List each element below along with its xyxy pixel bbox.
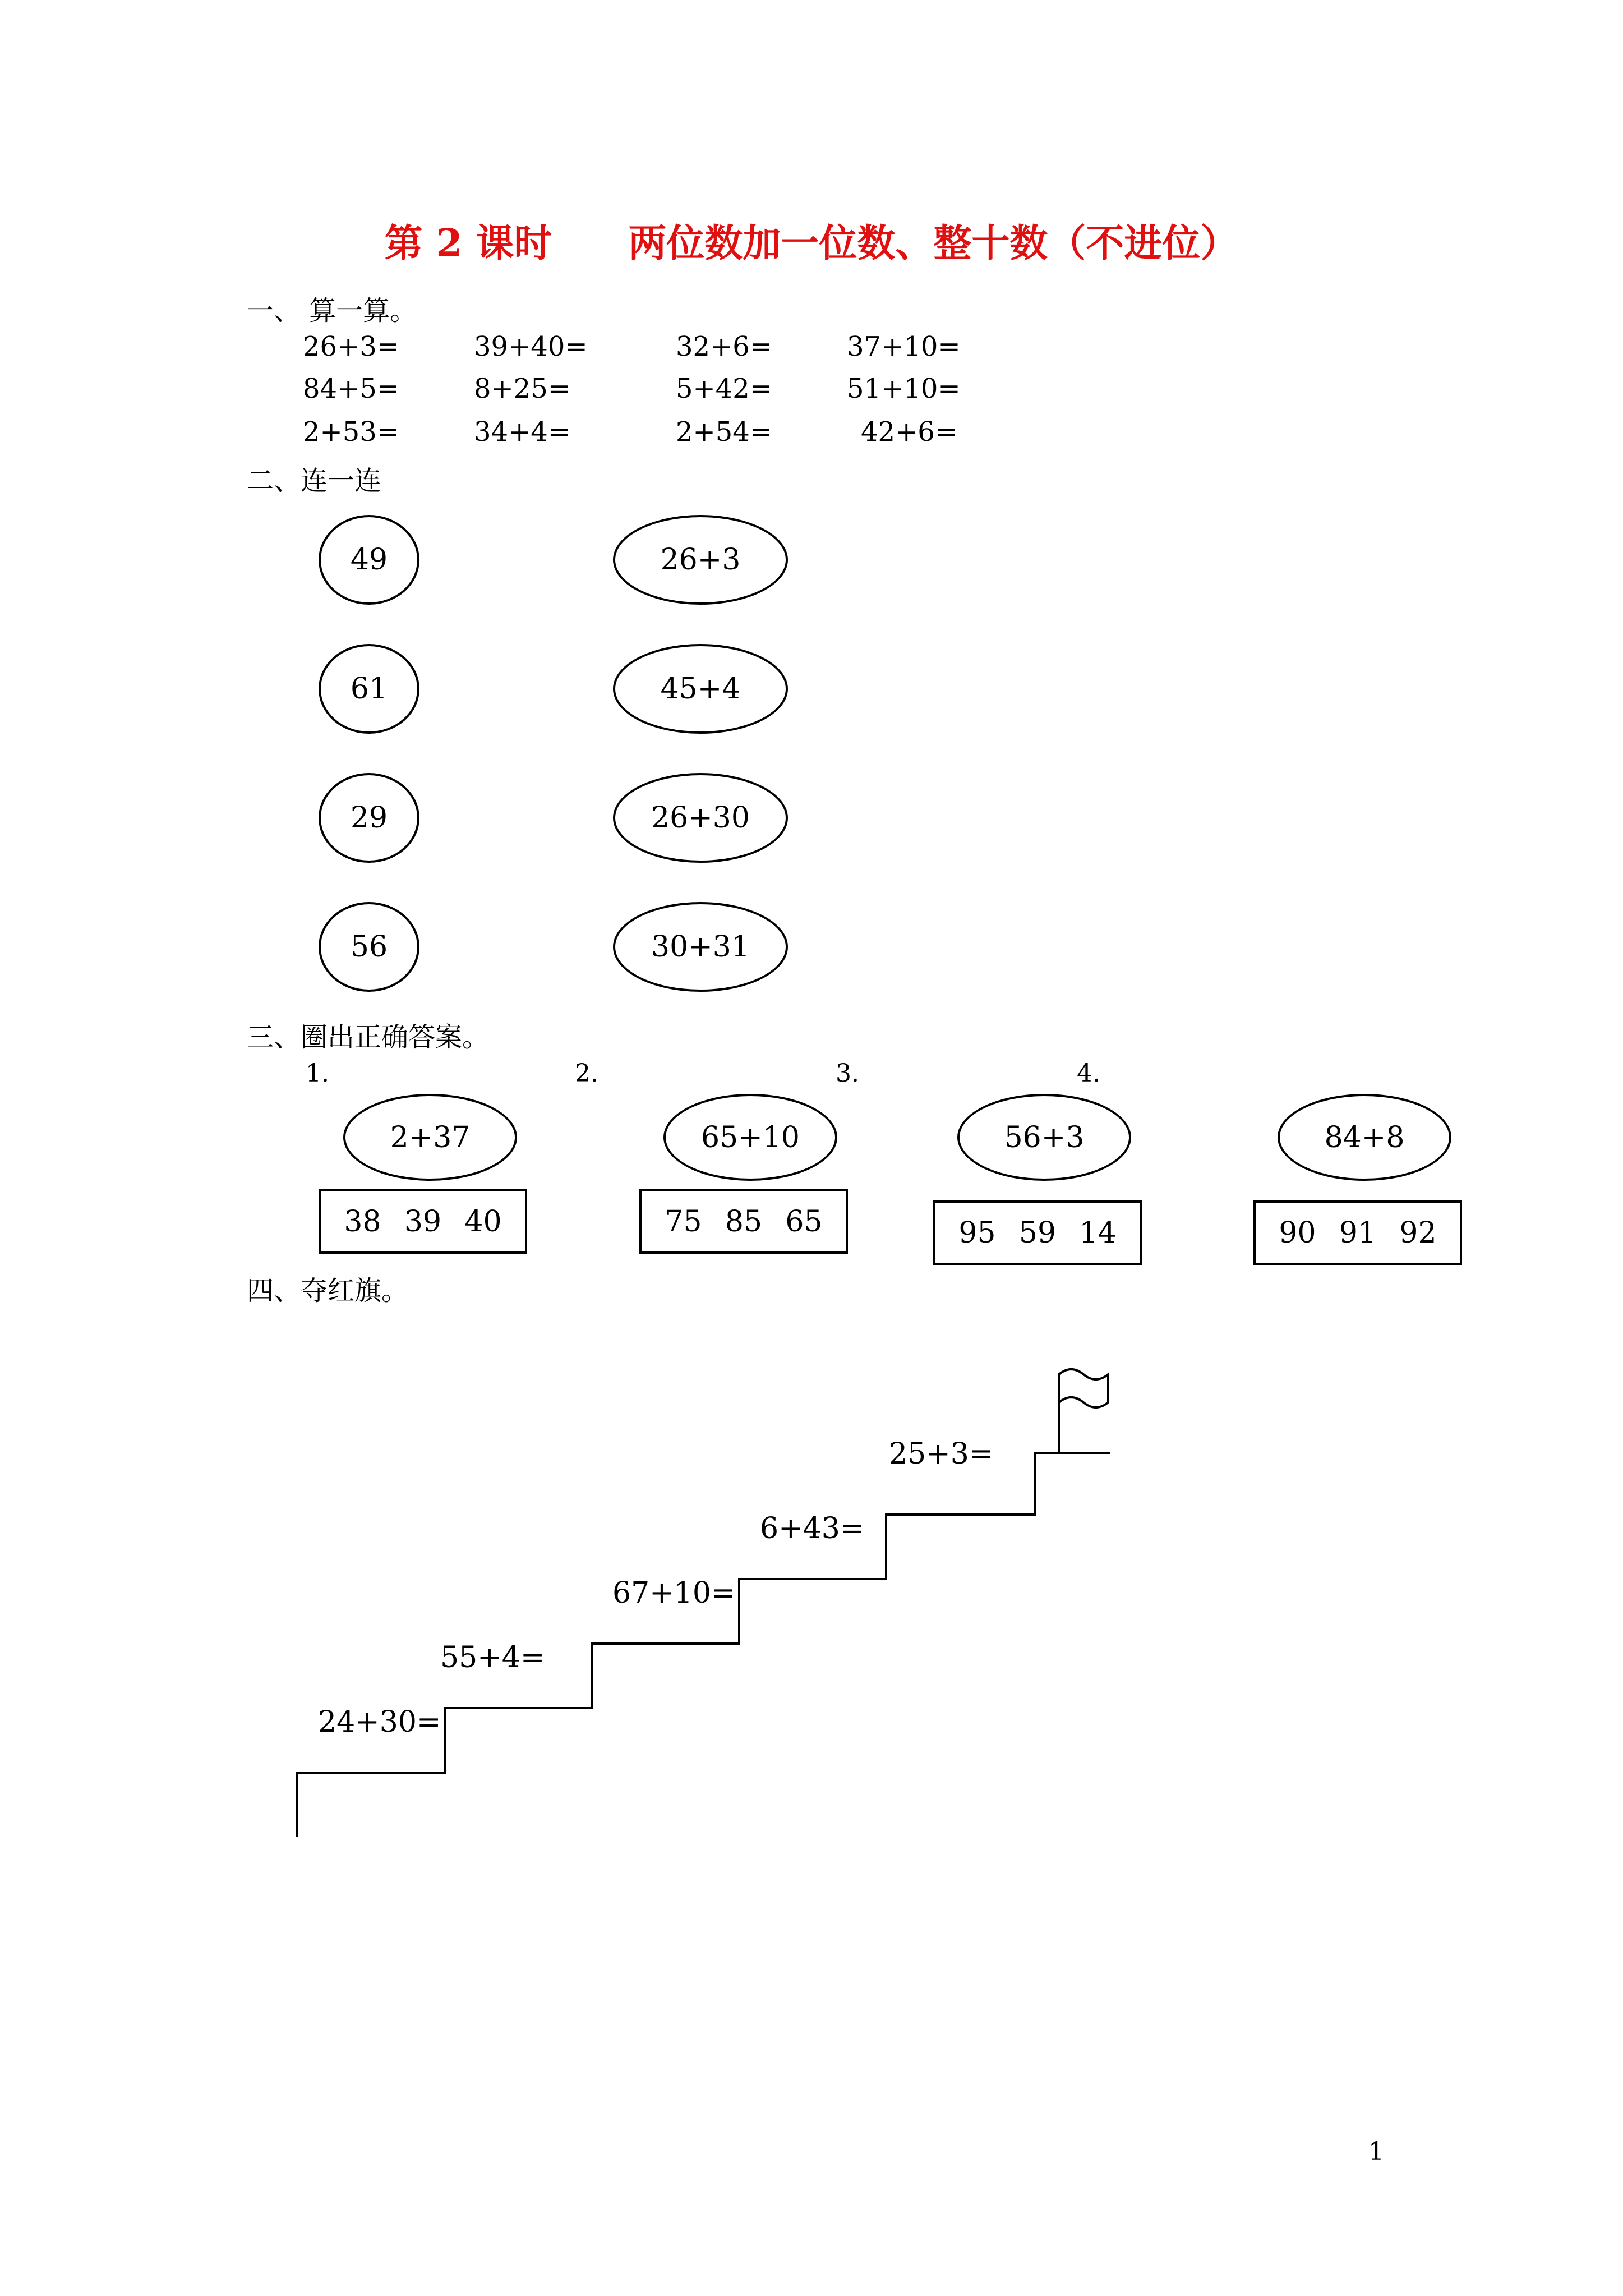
stair-step-label: 24+30= [318,1705,441,1739]
expression-oval: 2+37 [343,1094,517,1181]
calc-item: 84+5= [303,373,400,404]
staircase [297,1453,1110,1837]
number-circle[interactable]: 29 [319,773,419,863]
answer-option[interactable]: 85 [725,1204,763,1239]
answer-option[interactable]: 92 [1399,1216,1437,1250]
section-1-heading: 一、 算一算。 [247,295,417,326]
answer-option[interactable]: 39 [404,1204,442,1239]
answer-option[interactable]: 65 [785,1204,823,1239]
answer-option[interactable]: 75 [665,1204,702,1239]
answer-option[interactable]: 91 [1339,1216,1377,1250]
page-number: 1 [1368,2137,1384,2166]
calc-item: 2+54= [676,416,773,448]
answer-option[interactable]: 38 [344,1204,381,1239]
answer-option[interactable]: 40 [464,1204,502,1239]
number-circle[interactable]: 56 [319,902,419,992]
expression-oval: 56+3 [957,1094,1131,1181]
expression-oval: 65+10 [663,1094,837,1181]
calc-item: 32+6= [676,331,773,362]
expression-oval: 84+8 [1278,1094,1451,1181]
answer-option[interactable]: 90 [1279,1216,1316,1250]
section-2-heading: 二、连一连 [247,465,382,496]
item-number: 3. [836,1059,859,1088]
number-circle[interactable]: 61 [319,644,419,734]
expression-oval[interactable]: 30+31 [613,902,788,992]
stair-step-label: 55+4= [440,1641,545,1674]
item-number: 1. [306,1059,329,1088]
stair-step-label: 67+10= [612,1576,736,1610]
calc-item: 39+40= [474,331,588,362]
calc-item: 5+42= [676,373,773,404]
calc-item: 26+3= [303,331,400,362]
expression-oval[interactable]: 26+3 [613,515,788,605]
item-number: 4. [1077,1059,1100,1088]
calc-item: 34+4= [474,416,571,448]
calc-item: 37+10= [847,331,961,362]
section-4-heading: 四、夺红旗。 [247,1275,409,1306]
expression-oval[interactable]: 45+4 [613,644,788,734]
number-circle[interactable]: 49 [319,515,419,605]
calc-item: 8+25= [474,373,571,404]
answer-option[interactable]: 59 [1018,1216,1057,1250]
section-3-heading: 三、圈出正确答案。 [247,1022,490,1053]
calc-item: 2+53= [303,416,400,448]
item-number: 2. [575,1059,598,1088]
stair-step-label: 6+43= [760,1512,865,1545]
page-title: 第 2 课时 两位数加一位数、整十数（不进位） [384,221,1239,266]
answer-option[interactable]: 95 [958,1216,996,1250]
answer-option[interactable]: 14 [1079,1216,1117,1250]
expression-oval[interactable]: 26+30 [613,773,788,863]
calc-item: 42+6= [861,416,958,448]
calc-item: 51+10= [847,373,961,404]
flag-icon [1059,1369,1108,1453]
stair-step-label: 25+3= [889,1437,994,1471]
